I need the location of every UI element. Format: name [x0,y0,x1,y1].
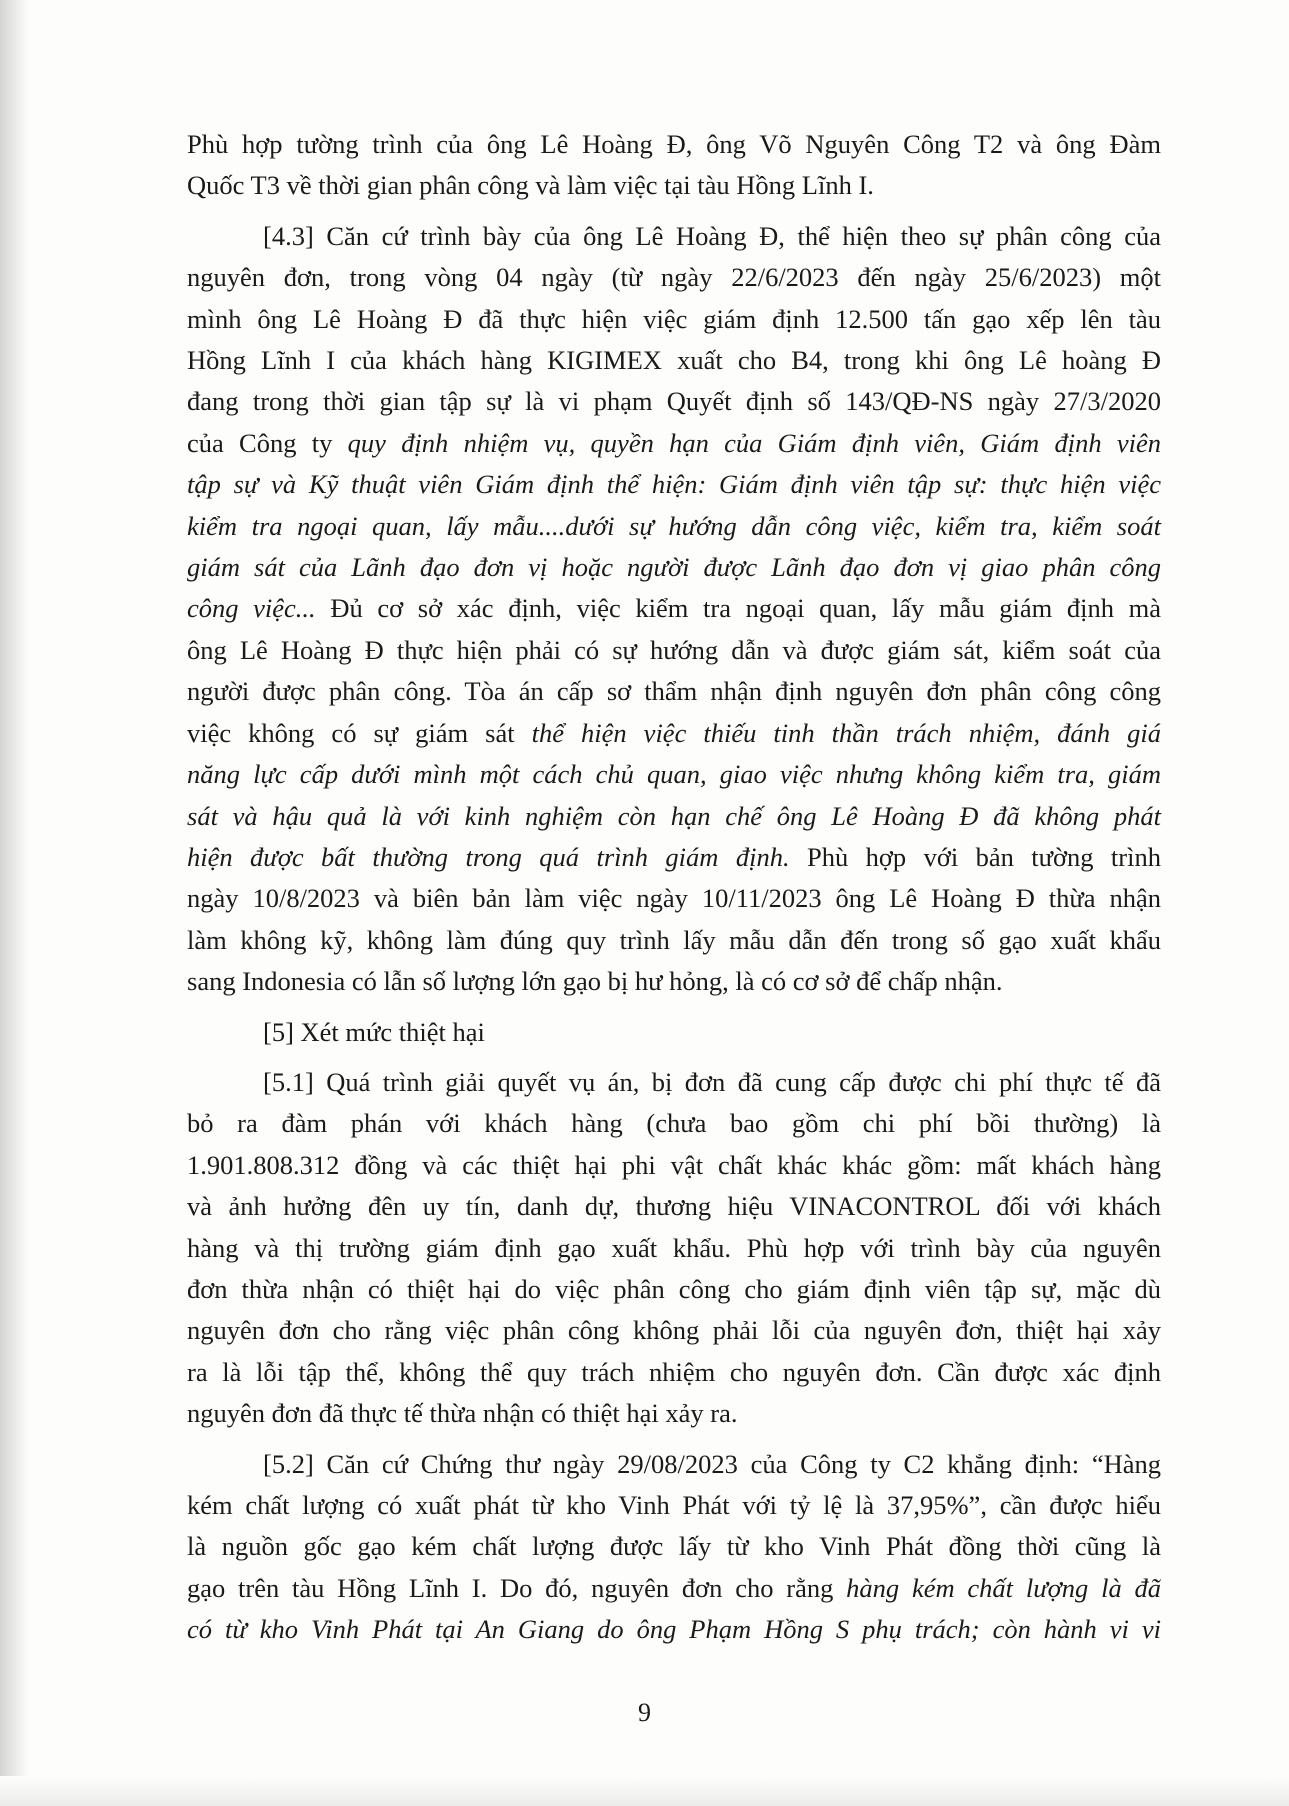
text-line: năng lực cấp dưới mình một cách chủ quan, giao việc nhưng không kiểm tra, giám [187,759,1161,790]
text-line: 1.901.808.312 đồng và các thiệt hại phi vật chất khác khác gồm: mất khách hàng [187,1149,1161,1180]
scan-shadow-left [0,0,28,1806]
text-line: [5.1] Quá trình giải quyết vụ án, bị đơn đã cung cấp được chi phí thực tế đã [263,1066,1161,1097]
page-number: 9 [638,1698,651,1727]
text-line: của Công ty quy định nhiệm vụ, quyền hạn của Giám định viên, Giám định viên [187,427,1161,458]
text-line: nguyên đơn đã thực tế thừa nhận có thiệt hại xảy ra. [187,1398,738,1429]
text-line: đang trong thời gian tập sự là vi phạm Quyết định số 143/QĐ-NS ngày 27/3/2020 [187,386,1161,417]
text-line: làm không kỹ, không làm đúng quy trình lấy mẫu dẫn đến trong số gạo xuất khẩu [187,924,1161,955]
text-line: việc không có sự giám sát thể hiện việc thiếu tinh thần trách nhiệm, đánh giá [187,717,1161,748]
text-line: tập sự và Kỹ thuật viên Giám định thể hiện: Giám định viên tập sự: thực hiện việc [187,469,1161,500]
text-line: ngày 10/8/2023 và biên bản làm việc ngày 10/11/2023 ông Lê Hoàng Đ thừa nhận [187,883,1161,914]
paragraph-5-2 [187,1444,1161,1651]
text-line: công việc... Đủ cơ sở xác định, việc kiểm tra ngoại quan, lấy mẫu giám định mà [187,593,1161,624]
text-line: kiểm tra ngoại quan, lấy mẫu....dưới sự hướng dẫn công việc, kiểm tra, kiểm soát [187,510,1161,541]
text-line: nguyên đơn cho rằng việc phân công không phải lỗi của nguyên đơn, thiệt hại xảy [187,1315,1161,1346]
scan-shadow-bottom [0,1776,1289,1806]
text-line: sát và hậu quả là với kinh nghiệm còn hạn chế ông Lê Hoàng Đ đã không phát [187,800,1161,831]
text-line: kém chất lượng có xuất phát từ kho Vinh Phát với tỷ lệ là 37,95%”, cần được hiểu [187,1490,1161,1520]
text-line: người được phân công. Tòa án cấp sơ thẩm nhận định nguyên đơn phân công công [187,676,1161,707]
text-line: [4.3] Căn cứ trình bày của ông Lê Hoàng Đ, thể hiện theo sự phân công của [263,220,1161,251]
text-line: giám sát của Lãnh đạo đơn vị hoặc người được Lãnh đạo đơn vị giao phân công [187,552,1161,583]
text-line: hàng và thị trường giám định gạo xuất khẩu. Phù hợp với trình bày của nguyên [187,1232,1161,1263]
text-line: [5] Xét mức thiệt hại [263,1016,485,1047]
heading-5 [187,1012,1161,1053]
text-line: bỏ ra đàm phán với khách hàng (chưa bao gồm chi phí bồi thường) là [187,1108,1161,1139]
text-line: gạo trên tàu Hồng Lĩnh I. Do đó, nguyên đơn cho rằng hàng kém chất lượng là đã [187,1572,1162,1603]
text-line: nguyên đơn, trong vòng 04 ngày (từ ngày 22/6/2023 đến ngày 25/6/2023) một [187,262,1161,293]
text-line: Hồng Lĩnh I của khách hàng KIGIMEX xuất cho B4, trong khi ông Lê hoàng Đ [187,345,1161,376]
text-line: là nguồn gốc gạo kém chất lượng được lấy từ kho Vinh Phát đồng thời cũng là [187,1531,1161,1562]
text-line: hiện được bất thường trong quá trình giám định. Phù hợp với bản tường trình [187,841,1161,872]
text-line: ông Lê Hoàng Đ thực hiện phải có sự hướng dẫn và được giám sát, kiểm soát của [187,634,1161,665]
text-line: đơn thừa nhận có thiệt hại do việc phân công cho giám định viên tập sự, mặc dù [187,1273,1161,1304]
text-line: sang Indonesia có lẫn số lượng lớn gạo bị hư hỏng, là có cơ sở để chấp nhận. [187,966,1003,997]
paragraph-4-3 [187,216,1161,1003]
document-body [187,124,1161,1660]
text-line: Quốc T3 về thời gian phân công và làm việc tại tàu Hồng Lĩnh I. [187,170,874,201]
text-line: [5.2] Căn cứ Chứng thư ngày 29/08/2023 của Công ty C2 khẳng định: “Hàng [263,1448,1161,1479]
text-line: Phù hợp tường trình của ông Lê Hoàng Đ, ông Võ Nguyên Công T2 và ông Đàm [187,129,1161,159]
text-line: mình ông Lê Hoàng Đ đã thực hiện việc giám định 12.500 tấn gạo xếp lên tàu [187,303,1161,334]
paragraph [187,124,1161,207]
paragraph-5-1 [187,1062,1161,1435]
text-line: có từ kho Vinh Phát tại An Giang do ông Phạm Hồng S phụ trách; còn hành vi vi [187,1614,1161,1645]
text-line: và ảnh hưởng đên uy tín, danh dự, thương hiệu VINACONTROL đối với khách [187,1191,1161,1222]
text-line: ra là lỗi tập thể, không thể quy trách nhiệm cho nguyên đơn. Cần được xác định [187,1356,1161,1387]
